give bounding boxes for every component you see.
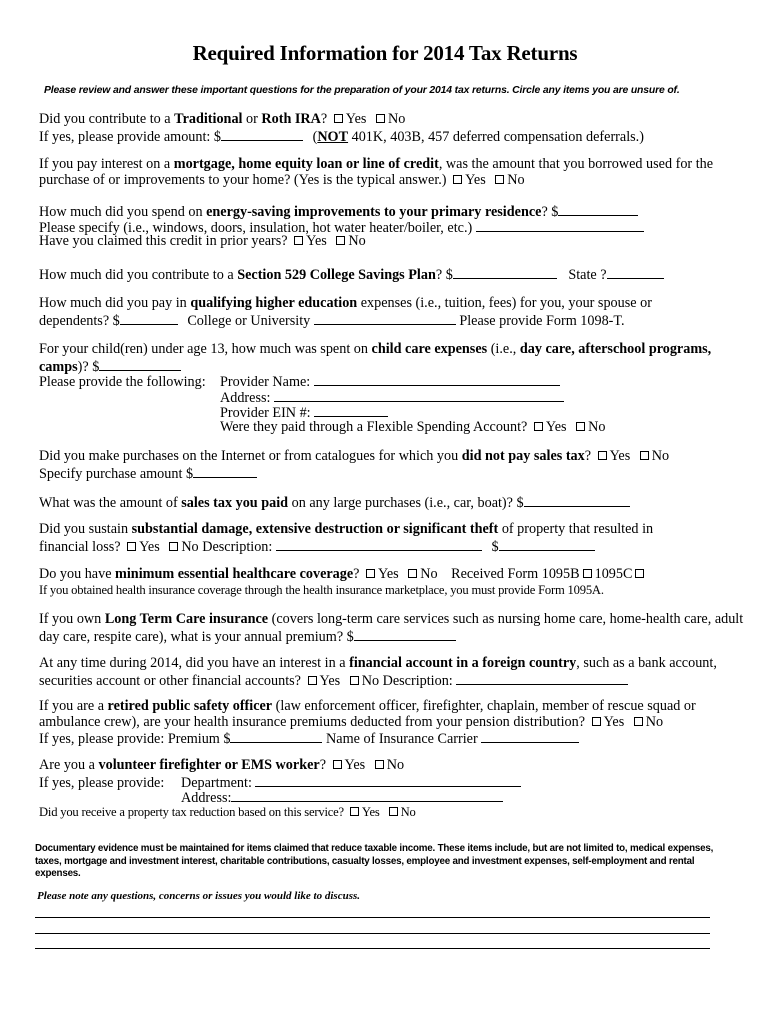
pso-carrier-label: Name of Insurance Carrier <box>326 731 478 748</box>
notes-line-3[interactable] <box>35 948 710 949</box>
energy-section <box>39 203 739 250</box>
volunteer-section <box>39 758 739 820</box>
foreign-section <box>39 656 739 687</box>
ist-amount-field[interactable] <box>193 465 257 478</box>
pso-carrier-field[interactable] <box>481 730 579 743</box>
pso-yes-label: Yes <box>603 713 625 730</box>
c529-post: ? $ <box>435 267 453 283</box>
fa-bold: financial account in a foreign country <box>349 655 577 671</box>
energy-yes-label: Yes <box>306 233 327 250</box>
ist-specify: Specify purchase amount $ <box>39 465 194 482</box>
c529-pre: How much did you contribute to a <box>39 267 238 283</box>
dmg-post: of property that resulted in <box>498 521 654 537</box>
energy-no-checkbox[interactable] <box>336 236 345 245</box>
vf-provide: If yes, please provide: <box>39 774 165 791</box>
ira-paren: ( <box>312 128 318 145</box>
ist-yes-label: Yes <box>609 448 631 464</box>
ira-section <box>39 112 739 143</box>
hc-no-checkbox[interactable] <box>408 569 417 578</box>
ltc-premium-field[interactable] <box>354 628 456 641</box>
stp-pre: What was the amount of <box>39 495 182 511</box>
edu-post: expenses (i.e., tuition, fees) for you, your spouse or <box>357 295 652 311</box>
pso-line2: ambulance crew), are your health insurance premiums deducted from your pension distribution? <box>39 713 586 730</box>
energy-no-label: No <box>348 233 366 250</box>
dmg-pre: Did you sustain <box>39 521 132 537</box>
fa-yes-checkbox[interactable] <box>308 676 317 685</box>
vf-address-field[interactable] <box>231 789 503 802</box>
edu-college-label: College or University <box>187 312 311 329</box>
vf-pt-no-label: No <box>400 804 416 819</box>
fa-no-label: No <box>361 672 380 689</box>
fa-no-checkbox[interactable] <box>350 676 359 685</box>
internet-salestax-section <box>39 449 739 480</box>
vf-yes-label: Yes <box>344 757 366 773</box>
ltc-premium: day care, respite care), what is your annual premium? $ <box>39 628 354 645</box>
c529-state-field[interactable] <box>607 266 664 279</box>
ltc-pre: If you own <box>39 611 105 627</box>
notes-line-2[interactable] <box>35 933 710 934</box>
ira-yes-label: Yes <box>345 111 367 127</box>
cc-amount-field[interactable] <box>99 358 181 371</box>
fa-pre: At any time during 2014, did you have an interest in a <box>39 655 350 671</box>
vf-no-label: No <box>386 757 405 773</box>
fa-line2: securities account or other financial accounts? <box>39 672 301 689</box>
fa-desc-label: Description: <box>382 672 453 689</box>
energy-pre: How much did you spend on <box>39 204 207 220</box>
ira-no-checkbox[interactable] <box>376 114 385 123</box>
documentary-evidence-note: Documentary evidence must be maintained for items claimed that reduce taxable income. These items include, but are not limited to, medical expenses, taxes, mortgage and investment interest, charitable contributions, casualty losses, employee and investment expenses, self-employment and rental expenses. <box>35 843 714 880</box>
questions-note: Please note any questions, concerns or issues you would like to discuss. <box>37 890 361 902</box>
energy-bold: energy-saving improvements to your primary residence <box>206 204 542 220</box>
c529-bold: Section 529 College Savings Plan <box>237 267 436 283</box>
dmg-dollar: $ <box>491 538 499 555</box>
salestax-paid-section <box>39 494 739 510</box>
ist-no-checkbox[interactable] <box>640 451 649 460</box>
cc-fsa-yes-checkbox[interactable] <box>534 422 543 431</box>
vf-pre: Are you a <box>39 757 99 773</box>
childcare-section <box>39 342 739 436</box>
mortgage-bold: mortgage, home equity loan or line of credit <box>173 156 439 172</box>
mortgage-no-checkbox[interactable] <box>495 175 504 184</box>
pso-no-label: No <box>645 713 664 730</box>
healthcare-section <box>39 567 739 598</box>
cc-ein-label: Provider EIN #: <box>220 405 311 422</box>
edu-college-field[interactable] <box>314 312 456 325</box>
ira-not-detail: 401K, 403B, 457 deferred compensation deferrals.) <box>348 128 644 145</box>
mortgage-section <box>39 157 739 188</box>
stp-post: on any large purchases (i.e., car, boat)? $ <box>288 495 524 511</box>
pso-premium-field[interactable] <box>230 730 322 743</box>
vf-property-tax: Did you receive a property tax reduction based on this service? <box>39 804 344 819</box>
cc-address-label: Address: <box>220 389 271 406</box>
ist-bold: did not pay sales tax <box>461 448 585 464</box>
hc-1095b-checkbox[interactable] <box>583 569 592 578</box>
ist-yes-checkbox[interactable] <box>598 451 607 460</box>
dmg-yes-checkbox[interactable] <box>127 542 136 551</box>
college529-section <box>39 266 739 282</box>
cc-fsa: Were they paid through a Flexible Spending Account? <box>220 418 528 435</box>
cc-provider-name-label: Provider Name: <box>220 374 311 391</box>
pso-premium-label: If yes, please provide: Premium $ <box>39 731 231 748</box>
fa-post: , such as a bank account, <box>576 655 717 671</box>
vf-yes-checkbox[interactable] <box>333 760 342 769</box>
hc-bold: minimum essential healthcare coverage <box>115 566 354 582</box>
energy-specify: Please specify (i.e., windows, doors, insulation, hot water heater/boiler, etc.) <box>39 219 473 236</box>
education-section <box>39 296 739 327</box>
ist-post: ? <box>584 448 592 464</box>
cc-bold2: day care, afterschool programs, <box>519 341 712 357</box>
pso-no-checkbox[interactable] <box>634 717 643 726</box>
ira-qmark: ? <box>320 111 328 127</box>
cc-address-field[interactable] <box>274 389 564 402</box>
intro-instructions: Please review and answer these important questions for the preparation of your 2014 tax returns. Circle any items you are unsure of. <box>44 85 680 96</box>
cc-ein-field[interactable] <box>314 404 388 417</box>
ltc-section <box>39 611 744 645</box>
hc-1095c-label: 1095C <box>594 566 633 582</box>
dmg-desc-label: Description: <box>202 538 273 555</box>
energy-yes-checkbox[interactable] <box>294 236 303 245</box>
cc-fsa-no-label: No <box>588 418 606 435</box>
c529-amount-field[interactable] <box>453 266 557 279</box>
pso-yes-checkbox[interactable] <box>592 717 601 726</box>
mortgage-yes-label: Yes <box>465 171 486 188</box>
hc-post: ? <box>353 566 360 582</box>
stp-bold: sales tax you paid <box>181 495 289 511</box>
cc-bold1: child care expenses <box>371 341 488 357</box>
vf-department-label: Department: <box>181 774 252 791</box>
cc-provide: Please provide the following: <box>39 374 206 391</box>
cc-pre: For your child(ren) under age 13, how much was spent on <box>39 341 372 357</box>
pso-post: (law enforcement officer, firefighter, chaplain, member of rescue squad or <box>272 698 696 714</box>
ira-no-label: No <box>387 111 406 127</box>
edu-pre: How much did you pay in <box>39 295 191 311</box>
vf-address-label: Address: <box>181 790 232 807</box>
ira-question-pre: Did you contribute to a <box>39 111 175 127</box>
hc-no-label: No <box>420 566 438 582</box>
edu-form: Please provide Form 1098-T. <box>459 312 625 329</box>
pso-bold: retired public safety officer <box>107 698 273 714</box>
energy-prior: Have you claimed this credit in prior years? <box>39 233 288 250</box>
vf-no-checkbox[interactable] <box>375 760 384 769</box>
hc-yes-checkbox[interactable] <box>366 569 375 578</box>
ira-not: NOT <box>317 128 349 145</box>
mortgage-yes-checkbox[interactable] <box>453 175 462 184</box>
ltc-post: (covers long-term care services such as nursing home care, home-health care, adult <box>268 611 744 627</box>
dmg-bold: substantial damage, extensive destruction or significant theft <box>131 521 499 537</box>
hc-received: Received Form 1095B <box>451 566 580 582</box>
ist-no-label: No <box>651 448 670 464</box>
dmg-yes-label: Yes <box>139 538 160 555</box>
vf-pt-yes-label: Yes <box>361 804 380 819</box>
ira-or: or <box>242 111 262 127</box>
vf-pt-yes-checkbox[interactable] <box>350 807 359 816</box>
dmg-desc-field[interactable] <box>276 538 482 551</box>
mortgage-post: , was the amount that you borrowed used for the <box>438 156 714 172</box>
cc-provider-name-field[interactable] <box>314 373 560 386</box>
ira-traditional: Traditional <box>174 111 243 127</box>
mortgage-no-label: No <box>507 171 525 188</box>
energy-specify-field[interactable] <box>476 219 644 232</box>
mortgage-line2: purchase of or improvements to your home? (Yes is the typical answer.) <box>39 171 447 188</box>
dmg-loss: financial loss? <box>39 538 121 555</box>
cc-fsa-no-checkbox[interactable] <box>576 422 585 431</box>
page-title: Required Information for 2014 Tax Returns <box>192 41 578 65</box>
dmg-amount-field[interactable] <box>499 538 595 551</box>
hc-marketplace-note: If you obtained health insurance coverage through the health insurance marketplace, you must provide Form 1095A. <box>39 582 604 597</box>
fa-yes-label: Yes <box>319 672 341 689</box>
ira-amount-field[interactable] <box>221 128 303 141</box>
ira-yes-checkbox[interactable] <box>334 114 343 123</box>
cc-mid: (i.e., <box>487 341 520 357</box>
ltc-bold: Long Term Care insurance <box>104 611 269 627</box>
edu-bold: qualifying higher education <box>190 295 358 311</box>
cc-amount-label: )? $ <box>77 358 100 375</box>
c529-state-label: State ? <box>568 267 607 283</box>
hc-1095c-checkbox[interactable] <box>635 569 644 578</box>
pso-pre: If you are a <box>39 698 108 714</box>
dmg-no-checkbox[interactable] <box>169 542 178 551</box>
fa-desc-field[interactable] <box>456 672 628 685</box>
vf-bold: volunteer firefighter or EMS worker <box>98 757 320 773</box>
cc-fsa-yes-label: Yes <box>545 418 567 435</box>
edu-dependents: dependents? $ <box>39 312 120 329</box>
vf-pt-no-checkbox[interactable] <box>389 807 398 816</box>
cc-camps: camps <box>39 358 78 375</box>
ira-roth: Roth IRA <box>261 111 321 127</box>
damage-section <box>39 522 739 553</box>
hc-pre: Do you have <box>39 566 116 582</box>
dmg-no-label: No <box>181 538 199 555</box>
vf-post: ? <box>319 757 326 773</box>
ira-amount-label: If yes, please provide amount: $ <box>39 128 222 145</box>
stp-amount-field[interactable] <box>524 494 630 507</box>
energy-amount-field[interactable] <box>558 203 638 216</box>
notes-line-1[interactable] <box>35 917 710 918</box>
hc-yes-label: Yes <box>378 566 399 582</box>
vf-department-field[interactable] <box>255 774 521 787</box>
mortgage-pre: If you pay interest on a <box>39 156 174 172</box>
edu-amount-field[interactable] <box>120 312 178 325</box>
energy-post: ? $ <box>541 204 559 220</box>
safety-section <box>39 699 739 746</box>
ist-pre: Did you make purchases on the Internet or from catalogues for which you <box>39 448 462 464</box>
